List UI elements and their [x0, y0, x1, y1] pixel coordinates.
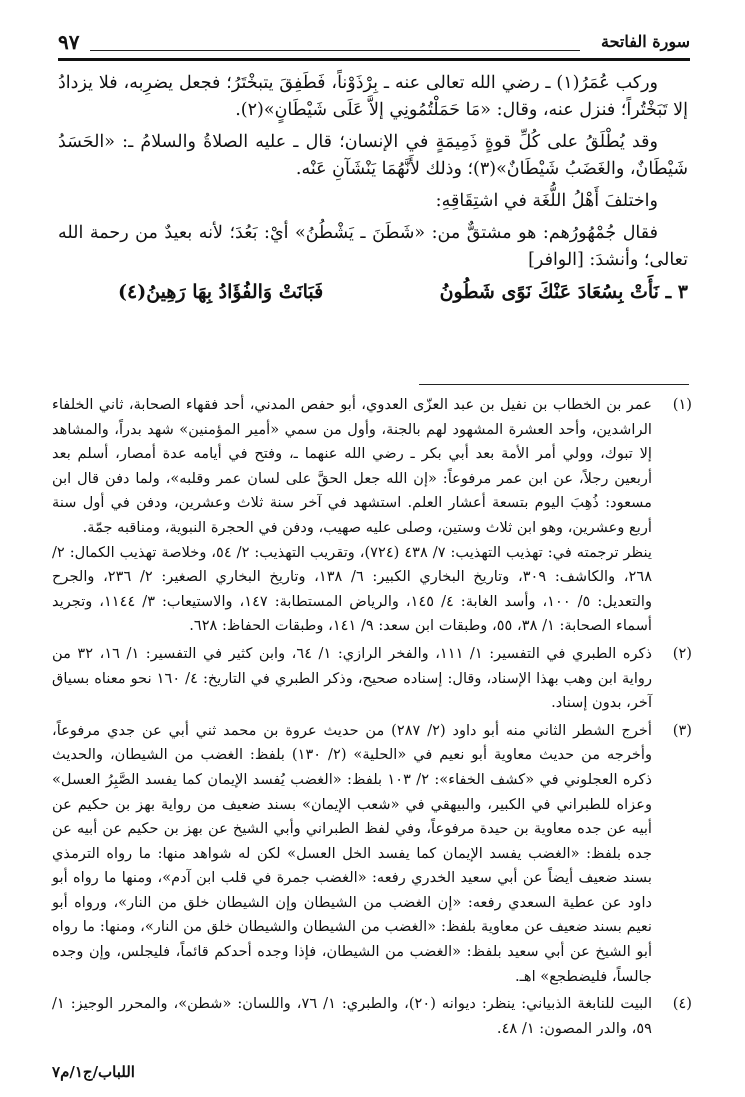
- footnote-text: ينظر ترجمته في: تهذيب التهذيب: ٧/ ٤٣٨ (٧٢٤)، وتقريب التهذيب: ٢/ ٥٤، وخلاصة تهذيب الكمال: ٢/ ٢٦٨، والكاشف: ٣٠٩، وتاريخ البخاري الكبير: ٦/ ١٣٨، وتاريخ البخاري الصغير: ٢/ ٢٣٦، والجرح والتعديل: ٥/ ١٠٠، وأسد الغابة: ٤/ ١٤٥، والرياض المستطابة: ١٤٧، والاستيعاب: ٣/ ١١٤٤، وتجريد أسماء الصحابة: ١/ ٣٨، ٥٥، وطبقات ابن سعد: ٩/ ١٤١، وطبقات الحفاظ: ٦٢٨.: [52, 543, 653, 635]
- footnote-text: أخرج الشطر الثاني منه أبو داود (٢/ ٢٨٧) من حديث عروة بن محمد ثني أبي عن جدي مرفوعاً، وأخرجه من حديث معاوية أبو نعيم في «الحلية» (٢/ ١٣٠) بلفظ: الغضب من الشيطان، والحديث ذكره العجلوني في «كشف الخفاء»: ٢/ ١٠٣ بلفظ: «الغضب يُفسد الإيمان كما يفسد الصَّبِرُ العسل» وعزاه للطبراني في الكبير، والبيهقي في «شعب الإيمان» بسند ضعيف من رواية بهز بن حكيم عن أبيه عن جده معاوية بن حيدة مرفوعاً، وفي لفظ الطبراني وأبي الشيخ عن بهز بن حكيم عن أبيه عن جده بلفظ: «الغضب يفسد الإيمان كما يفسد الخل العسل» لكن له شواهد منها: ما رواه الترمذي بسند ضعيف أيضاً عن أبي سعيد الخدري رفعه: «الغضب جمرة في قلب ابن آدم»، ومنها ما رواه أبو داود عن عطية السعدي رفعه: «إن الغضب من الشيطان وإن الشيطان خلق من النار»، ورواه أبو نعيم بسند ضعيف عن معاوية بلفظ: «الغضب من الشيطان والشيطان خلق من النار»، ومنها: ما رواه أبو الشيخ عن أبي سعيد بلفظ: «الغضب من الشيطان، فإذا وجده أحدكم قائماً، فليجلس، وإن وجده جالساً، فليضطجع» اهـ.: [52, 721, 652, 985]
- header-rule: [58, 58, 690, 61]
- verse-first-hemistich: ٣ ـ نَأَتْ بِسُعَادَ عَنْكَ نَوًى شَطُونُ: [439, 281, 688, 303]
- paragraph: وركب عُمَرُ(١) ـ رضي الله تعالى عنه ـ بِرْذَوْناً، فَطَفِقَ يتبخْتَرُ؛ فجعل يضرِبه، فلا يزدادُ إلا تَبَخْتُراً؛ فنزل عنه، وقال: «مَا حَمَلْتُمُونِي إلاَّ عَلَى شَيْطَانٍ»(٢).: [58, 73, 688, 120]
- paragraph: فقال جُمْهُورُهم: هو مشتقٌّ من: «شَطَنَ ـ يَشْطُنُ» أيْ: بَعُدَ؛ لأنه بعيدٌ من رحمة الله تعالى؛ وأنشدَ: [الوافر]: [58, 223, 688, 270]
- page-number: ٩٧: [58, 30, 80, 54]
- footnote-number: (٤): [672, 995, 692, 1013]
- poetry-verse: [58, 279, 688, 306]
- chapter-title: سورة الفاتحة: [601, 32, 690, 51]
- footnote-number: (٢): [672, 644, 692, 662]
- paragraph: وقد يُطْلَقُ على كُلِّ قوةٍ ذَمِيمَةٍ في الإنسان؛ قال ـ عليه الصلاةُ والسلامُ ـ: «الحَسَدُ شَيْطَانٌ، والغَضَبُ شَيْطَانٌ»(٣)؛ وذلك لأَنَّهُمَا يَنْشَآنِ عَنْه.: [58, 132, 688, 179]
- footnote-number: (١): [672, 396, 692, 413]
- header-line: [90, 50, 580, 51]
- footnote-4: [52, 992, 692, 1041]
- signature-mark: اللباب/ج١/م٧: [52, 1063, 135, 1081]
- footnote-2: [52, 642, 692, 716]
- verse-second-hemistich: فَبَانَتْ وَالفُؤَادُ بِهَا رَهِينُ(٤): [118, 281, 324, 303]
- running-header: [58, 30, 690, 60]
- footnotes: [52, 393, 692, 1044]
- footnote-3: [52, 719, 692, 990]
- footnote-1: [52, 393, 692, 639]
- footnote-text: البيت للنابغة الذبياني: ينظر: ديوانه (٢٠)، والطبري: ١/ ٧٦، واللسان: «شطن»، والمحرر الوجيز: ١/ ٥٩، والدر المصون: ١/ ٤٨.: [52, 995, 653, 1037]
- footnote-separator: [419, 384, 689, 385]
- paragraph: واختلفَ أَهْلُ اللُّغَة في اشتِقَاقِهِ:: [435, 191, 658, 211]
- footnote-text: ذكره الطبري في التفسير: ١/ ١١١، والفخر الرازي: ١/ ٦٤، وابن كثير في التفسير: ١/ ١٦، ٣٢ من رواية ابن وهب بهذا الإسناد، وقال: إسناده صحيح، وذكر الطبري في التاريخ: ٤/ ١٦٠ نحو معناه بسياق آخر، بدون إسناد.: [52, 644, 653, 712]
- footnote-number: (٣): [672, 721, 692, 739]
- footnote-text: عمر بن الخطاب بن نفيل بن عبد العزّى العدوي، أبو حفص المدني، أحد فقهاء الصحابة، ثاني الخلفاء الراشدين، وأحد العشرة المشهود لهم بالجنة، وأول من سمي «أمير المؤمنين» شهد بدراً، والمشاهد إلا تبوك، وولي أمر الأمة بعد أبي بكر ـ رضي الله عنهما ـ، وفتح في أيامه عدة أمصار، أسلم بعد أربعين رجلاً، عن ابن عمر مرفوعاً: «إن الله جعل الحقَّ على لسان عمر وقلبه»، ولما دفن قال ابن مسعود: ذُهِبَ اليوم بتسعة أعشار العلم. استشهد في آخر سنة ثلاث وعشرين، ودفن في أول سنة أربع وعشرين، وهو ابن ثلاث وستين، وصلى عليه صهيب، ودفن في الحجرة النبوية، ومناقبه جمّة.: [52, 396, 652, 536]
- main-text: [58, 70, 688, 306]
